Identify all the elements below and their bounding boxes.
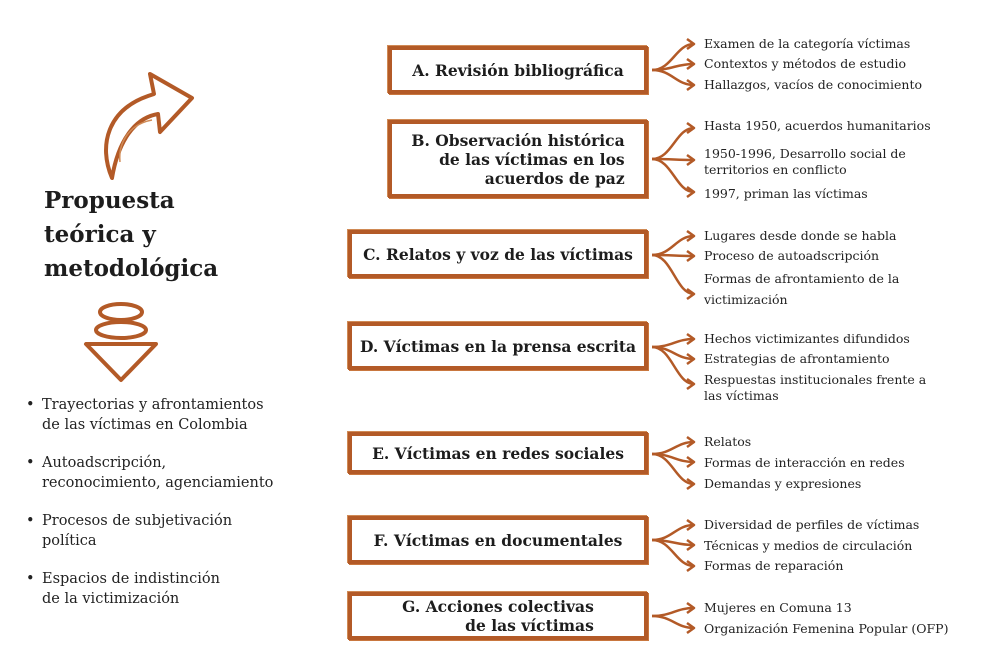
bullet-item: • Procesos de subjetivación política	[24, 511, 314, 551]
connector-line	[652, 442, 694, 454]
section-item: Diversidad de perfiles de víctimas	[704, 517, 920, 532]
bullet-line: Espacios de indistinción	[42, 571, 220, 587]
section-box-g	[348, 592, 648, 640]
bullet-line: reconocimiento, agenciamiento	[42, 475, 274, 491]
section-label: F. Víctimas en documentales	[373, 530, 623, 550]
section-box-b	[388, 120, 648, 198]
bullet-line: política	[42, 533, 97, 549]
bullet-item: • Autoadscripción, reconocimiento, agenciamiento	[24, 453, 314, 493]
section-label: D. Víctimas en la prensa escrita	[359, 336, 637, 356]
section-item: Relatos	[704, 434, 752, 449]
connector-line	[652, 70, 694, 85]
section-item: Demandas y expresiones	[704, 476, 862, 491]
bullet-line: Trayectorias y afrontamientos	[42, 397, 264, 413]
section-item: Hasta 1950, acuerdos humanitarios	[704, 118, 931, 133]
section-item: Respuestas institucionales frente a las víctimas	[704, 372, 927, 403]
section-item: Hallazgos, vacíos de conocimiento	[704, 77, 923, 92]
section-item: Formas de afrontamiento de la victimización	[704, 271, 900, 307]
section-item: Técnicas y medios de circulación	[704, 538, 913, 553]
bullet-line: de la victimización	[42, 591, 180, 607]
section-item: Hechos victimizantes difundidos	[704, 331, 910, 346]
section-label: E. Víctimas en redes sociales	[372, 443, 624, 463]
bullet-line: Procesos de subjetivación	[42, 513, 233, 529]
section-label: B. Observación histórica de las víctimas en los acuerdos de paz	[411, 130, 625, 188]
section-item: Organización Femenina Popular (OFP)	[704, 621, 949, 636]
section-box-d	[348, 322, 648, 370]
section-item: Examen de la categoría víctimas	[704, 36, 911, 51]
section-box-f	[348, 516, 648, 564]
bullet-item: • Espacios de indistinción de la victimización	[24, 569, 314, 609]
title-line: metodológica	[44, 255, 219, 282]
title-line: Propuesta	[44, 187, 175, 214]
section-item: Formas de reparación	[704, 558, 844, 573]
bullet-line: de las víctimas en Colombia	[42, 417, 248, 433]
section-item: Estrategias de afrontamiento	[704, 351, 890, 366]
section-item: Proceso de autoadscripción	[704, 248, 880, 263]
section-label: A. Revisión bibliográfica	[412, 60, 624, 80]
section-item: Formas de interacción en redes	[704, 455, 905, 470]
bullet-item: • Trayectorias y afrontamientos de las víctimas en Colombia	[24, 395, 314, 435]
section-box-a	[388, 46, 648, 94]
section-box-c	[348, 230, 648, 278]
bullet-line: Autoadscripción,	[42, 455, 167, 471]
connector-line	[652, 525, 694, 540]
section-label: C. Relatos y voz de las víctimas	[363, 244, 633, 264]
section-item: Lugares desde donde se habla	[704, 228, 897, 243]
section-item: Contextos y métodos de estudio	[704, 56, 907, 71]
title-line: teórica y	[44, 221, 156, 248]
section-item: 1997, priman las víctimas	[704, 186, 868, 201]
connector-line	[652, 616, 694, 628]
section-item: Mujeres en Comuna 13	[704, 600, 852, 615]
section-label: G. Acciones colectivas de las víctimas	[402, 597, 594, 635]
section-box-e	[348, 432, 648, 474]
section-item: 1950-1996, Desarrollo social de territorios en conflicto	[704, 146, 906, 177]
